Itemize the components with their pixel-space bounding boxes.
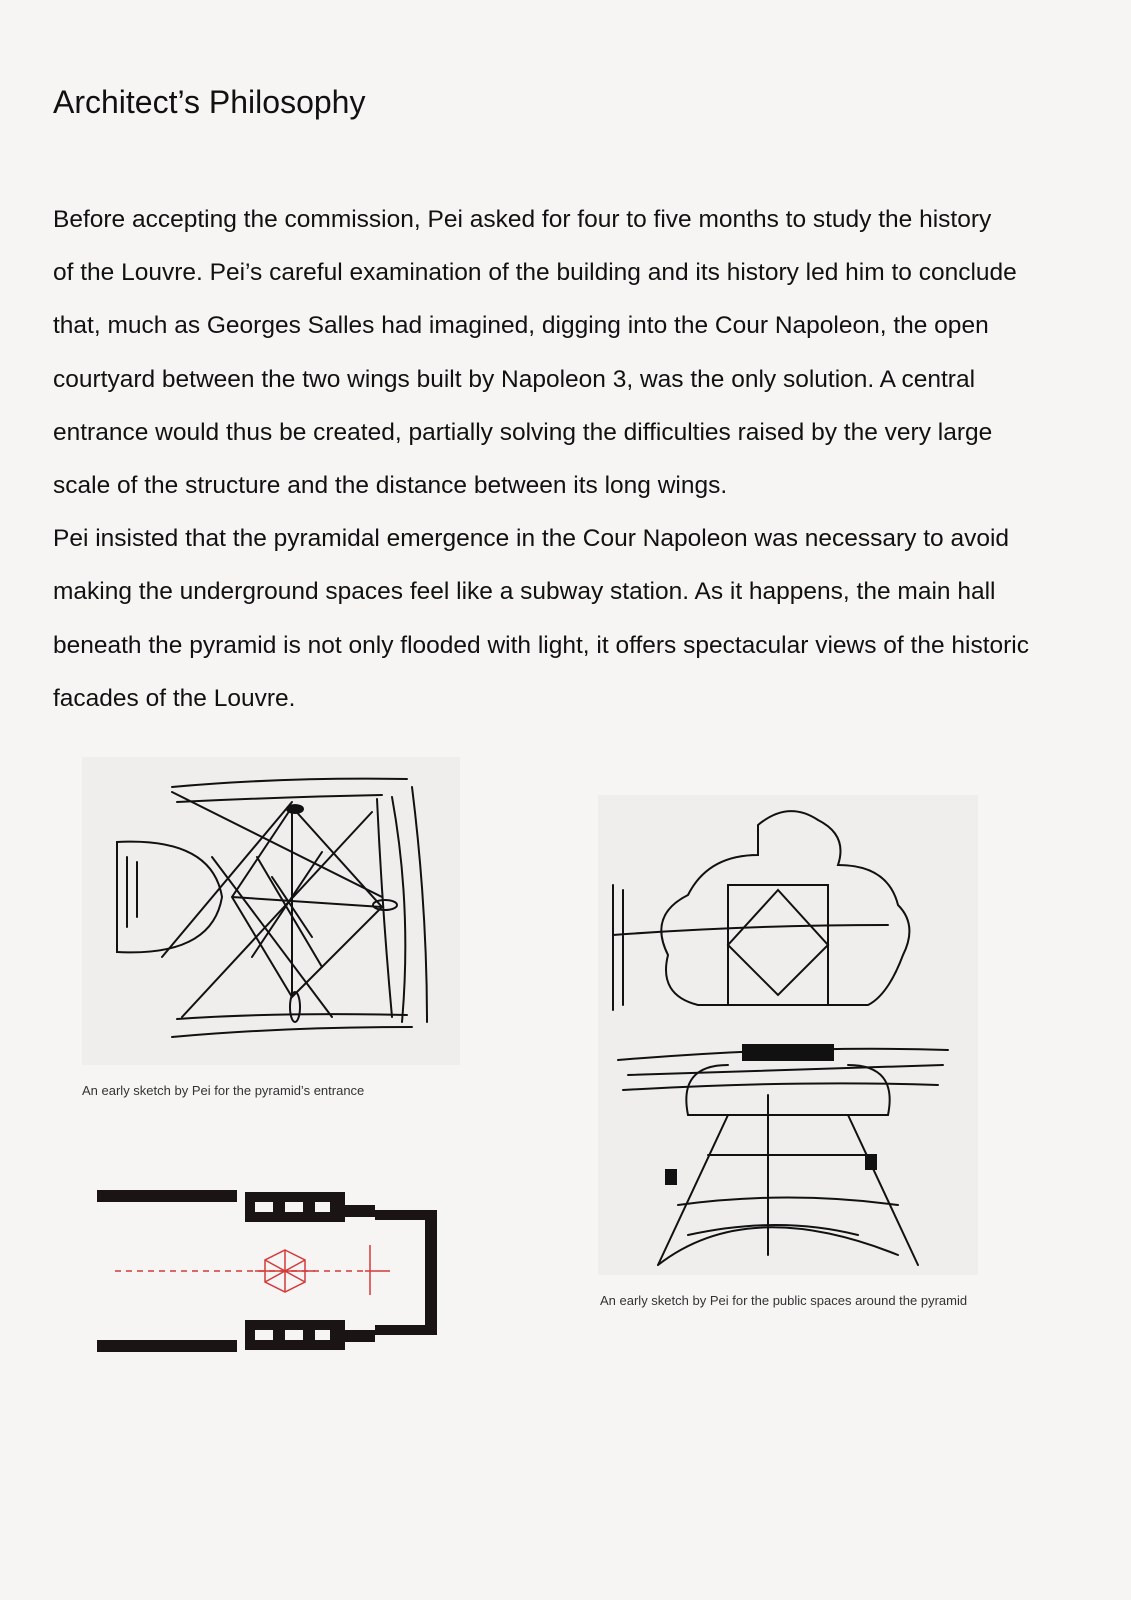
text-line: entrance would thus be created, partially solving the difficulties raised by the very large [53, 418, 993, 446]
text-line: that, much as Georges Salles had imagined, digging into the Cour Napoleon, the open [53, 312, 989, 340]
public-spaces-sketch [598, 795, 978, 1275]
page-title: Architect’s Philosophy [53, 84, 366, 120]
entrance-caption: An early sketch by Pei for the pyramid’s entrance [82, 1083, 365, 1098]
text-line: Pei insisted that the pyramidal emergence in the Cour Napoleon was necessary to avoid [53, 525, 1010, 553]
body-text [53, 200, 1029, 732]
public-spaces-caption: An early sketch by Pei for the public spaces around the pyramid [600, 1293, 968, 1308]
text-line: making the underground spaces feel like a subway station. As it happens, the main hall [53, 578, 996, 606]
louvre-plan [95, 1180, 455, 1370]
text-line: scale of the structure and the distance between its long wings. [53, 471, 728, 499]
text-line: courtyard between the two wings built by Napoleon 3, was the only solution. A central [53, 365, 976, 393]
text-line: facades of the Louvre. [53, 684, 296, 712]
entrance-sketch [82, 757, 460, 1065]
text-line: beneath the pyramid is not only flooded with light, it offers spectacular views of the historic [53, 631, 1029, 659]
text-line: Before accepting the commission, Pei asked for four to five months to study the history [53, 206, 992, 233]
text-line: of the Louvre. Pei’s careful examination of the building and its history led him to conclude [53, 259, 1017, 287]
